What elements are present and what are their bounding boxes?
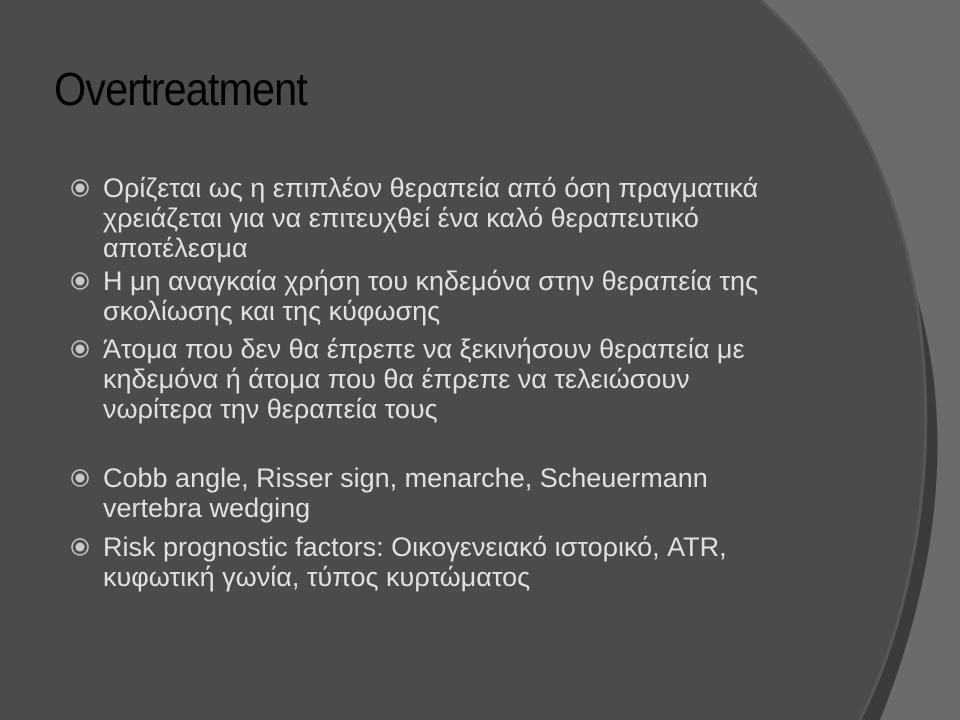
circle-bullet-icon [70,178,90,198]
circle-bullet-icon [70,468,90,488]
slide-title: Overtreatment [54,63,307,115]
bullet-text: Άτομα που δεν θα έπρεπε να ξεκινήσουν θεραπεία με κηδεμόνα ή άτομα που θα έπρεπε να τελειώσουν νωρίτερα την θεραπεία τους [103,334,745,424]
bullet-text: Ορίζεται ως η επιπλέον θεραπεία από όση πραγματικά χρειάζεται για να επιτευχθεί ένα καλό θεραπευτικό αποτέλεσμα [103,173,759,263]
bullet-text: Η μη αναγκαία χρήση του κηδεμόνα στην θεραπεία της σκολίωσης και της κύφωσης [103,266,759,326]
bullet-text: Risk prognostic factors: Οικογενειακό ιστορικό, ATR, κυφωτική γωνία, τύπος κυρτώματος [103,532,727,592]
circle-bullet-icon [70,339,90,359]
bullet-text: Cobb angle, Risser sign, menarche, Scheuermann vertebra wedging [103,463,708,523]
circle-bullet-icon [70,537,90,557]
circle-bullet-icon [70,271,90,291]
